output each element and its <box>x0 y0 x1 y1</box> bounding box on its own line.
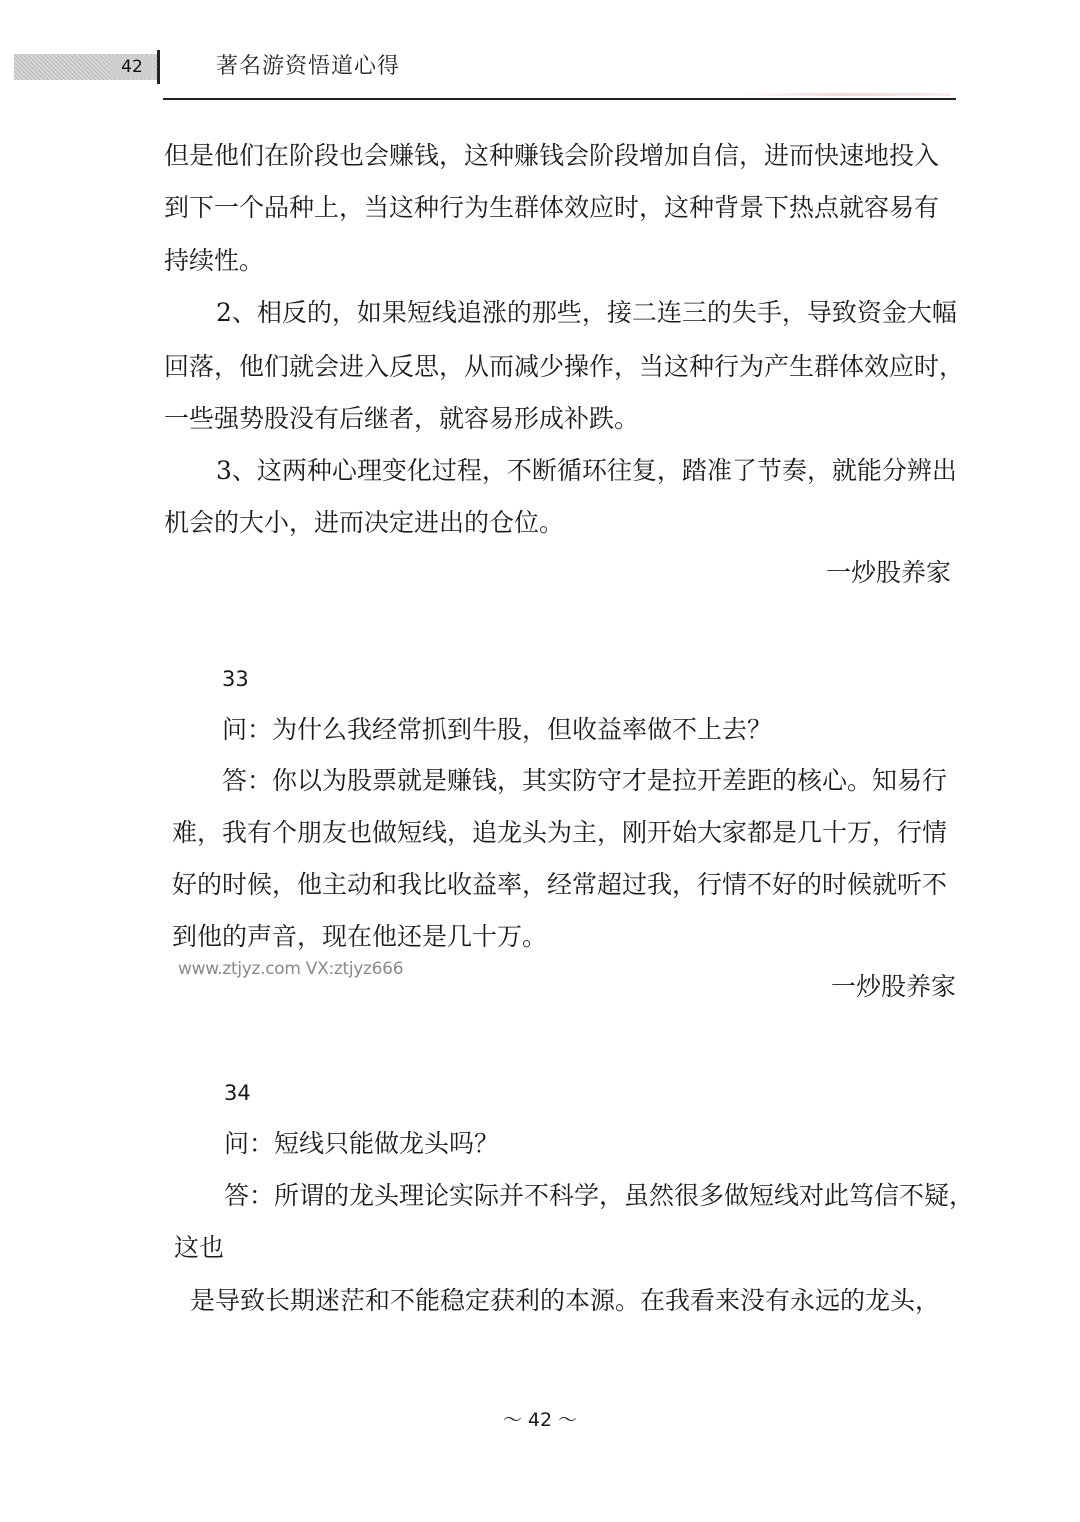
watermark-text: www.ztjyz.com VX:ztjyz666 <box>178 959 404 979</box>
body-line: 机会的大小，进而决定进出的仓位。 <box>164 508 565 537</box>
body-line: 持续性。 <box>164 246 265 275</box>
answer-line: 这也 <box>174 1233 225 1262</box>
body-line: 但是他们在阶段也会赚钱，这种赚钱会阶段增加自信，进而快速地投入 <box>164 141 940 170</box>
question-line: 问：为什么我经常抓到牛股，但收益率做不上去？ <box>222 715 773 744</box>
signature: 一炒股养家 <box>826 558 952 587</box>
answer-line: 是导致长期迷茫和不能稳定获利的本源。在我看来没有永远的龙头， <box>190 1286 941 1315</box>
signature: 一炒股养家 <box>831 972 957 1001</box>
entry-number: 34 <box>224 1081 251 1105</box>
answer-line: 好的时候，他主动和我比收益率，经常超过我，行情不好的时候就听不 <box>172 870 948 899</box>
answer-line: 答：你以为股票就是赚钱，其实防守才是拉开差距的核心。知易行 <box>222 766 948 795</box>
answer-line: 难，我有个朋友也做短线，追龙头为主，刚开始大家都是几十万，行情 <box>172 818 948 847</box>
header-stamp-mark <box>740 93 950 96</box>
body-line: 2、相反的，如果短线追涨的那些，接二连三的失手，导致资金大幅 <box>216 298 957 327</box>
body-line: 到下一个品种上，当这种行为生群体效应时，这种背景下热点就容易有 <box>164 193 940 222</box>
header-rule <box>163 98 956 100</box>
answer-line: 答：所谓的龙头理论实际并不科学，虽然很多做短线对此笃信不疑， <box>224 1181 975 1210</box>
question-line: 问：短线只能做龙头吗？ <box>224 1129 500 1158</box>
header-page-number: 42 <box>110 56 154 78</box>
body-line: 回落，他们就会进入反思，从而减少操作，当这种行为产生群体效应时， <box>164 352 965 381</box>
footer-page-number: ～ 42 ～ <box>502 1409 578 1431</box>
answer-line: 到他的声音，现在他还是几十万。 <box>172 922 548 951</box>
header-book-title: 著名游资悟道心得 <box>216 54 401 79</box>
entry-number: 33 <box>222 667 249 691</box>
body-line: 3、这两种心理变化过程，不断循环往复，踏准了节奏，就能分辨出 <box>216 456 957 485</box>
header-divider-bar <box>157 50 160 84</box>
body-line: 一些强势股没有后继者，就容易形成补跌。 <box>164 404 640 433</box>
